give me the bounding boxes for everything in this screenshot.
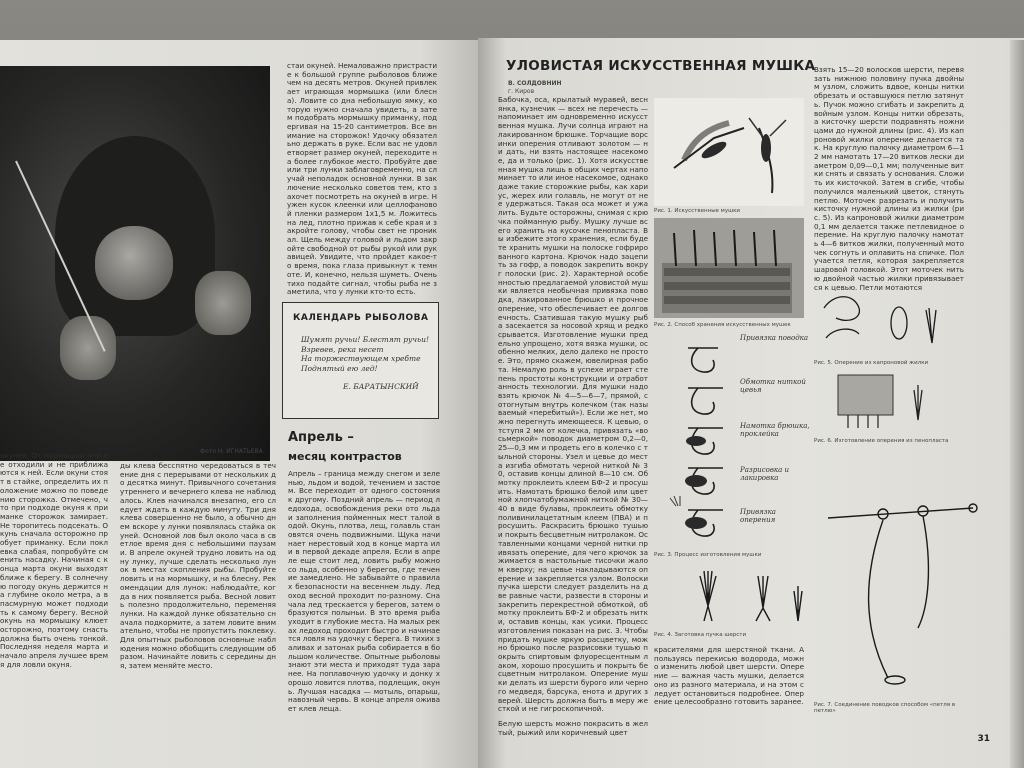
left-hand-shape	[60, 316, 116, 380]
fig3-caption: Рис. 3. Процесс изготовления мушки	[654, 552, 762, 558]
right-hand-shape	[195, 271, 251, 335]
fig1-caption: Рис. 1. Искусственные мушки	[654, 208, 740, 214]
fig3-step-5: Привязка оперения	[740, 508, 776, 524]
april-article-text: Апрель – граница между снегом и зеленью, льдом и водой, течением и застоем. Все переходит от одного состояния к другому. Поздний апрель — период ледохода, освобождения реки ото льда и заполнения пойменных мест талой водой. Окунь, плотва, лещ, голавль становятся очень подвижными. Щука начинает нерестовый ход в конце марта или в первой декаде апреля. Если в апреле еще стоит лед, ловить рыбу можно со льда, особенно у берегов, где течение замедлено. Не забывайте о правилах безопасности на весеннем льду. Ледоход весной проходит по-разному. Сначала лед трескается у берегов, затем образуются полыньи. В это время рыба уходит в глубокие места. На малых реках ледоход проходит быстро и начинается ловля на удочку с берега. В тихих заливах и затонах рыба собирается в большом количестве. Опытные рыболовы знают эти места и приходят туда заранее. На поплавочную удочку и донку хорошо ловится плотва, подлещик, окунь. Лучшая насадка — мотыль, опарыш, навозный червь. В конце апреля оживает клев леща.	[288, 469, 440, 713]
fig3-step-2: Обмотка ниткой цевья	[740, 378, 806, 394]
calendar-title: КАЛЕНДАРЬ РЫБОЛОВА	[293, 313, 429, 323]
fig4-caption: Рис. 4. Заготовка пучка шерсти	[654, 632, 747, 638]
nylon-loop-drawing	[814, 288, 964, 358]
fig5-drawing	[814, 288, 964, 358]
fig5-caption: Рис. 5. Оперение из капроновой жилки	[814, 360, 929, 366]
next-page-edge	[1010, 40, 1024, 768]
fisherman-photo	[0, 66, 270, 461]
leader-loop-drawing	[823, 448, 983, 698]
fig6-drawing	[828, 370, 948, 430]
face-shape	[95, 226, 173, 300]
poem-author: Е. БАРАТЫНСКИЙ	[343, 382, 419, 391]
angler-calendar-box	[282, 302, 439, 419]
article-author-city: г. Киров	[508, 88, 535, 95]
fig3-step-3: Намотка брюшка, проклейка	[740, 422, 810, 438]
article-column-3-bottom: красителями для шерстяной ткани. А пользуясь перекисью водорода, можно изменить любой цвет шерсти. Оперение — важная часть мушки, делается оно из разного материала, и на этом следует остановиться подробнее. Оперение целесообразно готовить заранее.	[654, 645, 804, 707]
fig4-drawing	[668, 566, 818, 626]
fig7-drawing	[823, 448, 983, 698]
fig2-caption: Рис. 2. Способ хранения искусственных мушек	[654, 322, 791, 328]
fig3-step-1: Привязка поводка	[740, 334, 809, 342]
april-heading-line2: месяц контрастов	[288, 450, 402, 463]
right-page	[478, 38, 1024, 768]
fig3-step-4: Разрисовка и лакировка	[740, 466, 789, 482]
article-column-1: Бабочка, оса, крылатый муравей, веснянка, кузнечик — всех не перечесть — напоминает им одновременно искусственная мушка. Лучи солнца играют на лакированном брюшке. Торчащие ворсинки оперения отливают золотом — ни дать, ни взять настоящее насекомое, да и только (рис. 1). Хотя искусственная мушка лишь в общих чертах напоминает то или иное насекомое, однако даже такие сторожкие рыбы, как хариус, жерех или голавль, не могут от нее удержаться. Такая оса может и ужалить. Будьте осторожны, снимая с крючка пойманную рыбу. Мушку лучше всего хранить на кусочке пенопласта. Вы избежите этого хранения, если будете хранить мушки на полоске гофрированного картона. Крючок надо зацепить за гофр, а поводок закрепить вокруг полоски (рис. 2). Характерной особенностью предлагаемой уловистой мушки является необычная привязка поводка, лакированное брюшко и прочное оперение, что обеспечивает ее долговечность. Сзатившая такую мушку рыба засекается за носовой хрящ и редко срывается. Изготовление мушки предельно упрощено, хотя вязка мушки, особенно мелких, дело далеко не простое. Это, прямо скажем, ювелирная работа. Немалую роль в успехе играет степень простоты конструкции и отработанность технологии. Для мушки надо взять крючок № 4—5—6—7, прямой, с отогнутым внутрь колечком (так называемый «перебитый»). Если же нет, можно перегнуть имеющееся. К цевью, отступя 2 мм от колечка, привязать «восьмеркой» поводок диаметром 0,2—0,25—0,3 мм и продеть его в колечко с тыльной стороны. Узел и цевье до места изгиба обмотать черной ниткой № 30, оставив концы длиной 8—10 см. Обмотку проклеить клеем БФ-2 и просушить. Намотать брюшко белой или цветной хлопчатобумажной ниткой № 30—40 в виде булавы, проклеить обмотку поливинилацетатным клеем (ПВА) и просушить. Раскрасить брюшко тушью и покрыть бесцветным нитролаком. Оставленными концами черной нитки привязать оперение, для чего крючок зажимается в настольные тисочки жалом кверху; на цевье накладываются оперение и закрепляется узлом. Волоски пучка шерсти следует разделить на две равные части, развести в стороны и закрепить перекрестной обмоткой, обмотку проклеить БФ-2 и обрезать нитки, оставив концы, как усики. Процесс изготовления показан на рис. 3. Чтобы придать мушке яркую расцветку, можно брюшко после разрисовки тушью покрыть спиртовым флуоресцентным лаком, хорошо просушить и покрыть бесцветным нитролаком. Оперение мушки делать из шерсти бурого или черного медведя, барсука, енота и других зверей. Шерсть должна быть в меру жесткой и не гигроскопичной.	[498, 95, 648, 714]
calendar-poem	[301, 335, 429, 373]
middle-column-text: ды клева бесспятно чередоваться в течение дня с перерывами от нескольких до десятка минут. Привычного сочетания утреннего и вечернего клева не наблюдалось. Клев начинался внезапно, его следует ждать в каждую минуту. Три дня клева совершенно не было, а обычно днем вскоре у лунки появлялась стайка окуней. Основной лов был около часа в светлое время дня с небольшими паузами. В апреле окуней трудно ловить на одну лунку, лучше сделать несколько лунок в местах скопления рыбы. Пробуйте ловить и на мормышку, и на блесну. Рекомендации для лунок: наблюдайте, когда в них появляется рыба. Весной ловить полезно продолжительно, переменяя лунки. На каждой лунке обязательно сначала подкормите, а затем ловите внимательно, чтобы не пропустить поклевку. Для опытных рыболовов основные наблюдения можно обобщить следующим образом. Начинайте ловить с середины дня, затем меняйте место.	[120, 461, 276, 671]
fig7-caption: Рис. 7. Соединение поводков способом «петля в петлю»	[814, 702, 956, 714]
fig6-caption: Рис. 6. Изготовление оперения из пенопласта	[814, 438, 949, 444]
article-headline: УЛОВИСТАЯ ИСКУССТВЕННАЯ МУШКА	[506, 58, 816, 74]
poem-line: Поднятый ею лед!	[301, 363, 378, 373]
poem-line: На торжествующем хребте	[301, 354, 421, 363]
poem-line: Шумят ручьи! Блестят ручьи!	[301, 335, 429, 344]
article-author: В. СОЛДОВНИН	[508, 80, 562, 87]
left-bottom-column-text: окуней. От мормышки они не отходили и не приближаются к ней. Если окуни стоят в стайке, определить их положение можно по поведению сторожка. Отмечено, что при подходе окуня к приманке сторожок замирает. Не торопитесь подсекать. Окунь сначала осторожно пробует приманку. Если поклевка слабая, попробуйте сменить насадку. Начиная с конца марта окуни выходят ближе к берегу. В солнечную погоду окунь держится на глубине около метра, а в пасмурную может подходить к самому берегу. Весной окунь на мормышку клюет осторожно, поэтому снасть должна быть очень тонкой. Последняя неделя марта и начало апреля лучшее время для ловли окуня.	[0, 451, 108, 669]
april-heading-line1: Апрель –	[288, 430, 354, 445]
foam-feather-drawing	[828, 370, 948, 430]
fig1-photo	[654, 98, 804, 206]
card-storage-illustration	[654, 218, 804, 318]
hair-bundle-drawing	[668, 566, 818, 626]
fig2-photo	[654, 218, 804, 318]
photo-caption: Фото Н. ИГНАТЬЕВА	[200, 448, 263, 455]
left-column-top-text: стаи окуней. Немаловажно пристрастие к большой группе рыболовов ближе чем на десять метров. Окуней привлекает играющая мормышка (или блесна). Ловите со дна небольшую ямку, которую нужно сначала увидеть, а затем подобрать мормышку приманку, подергивая на 15-20 сантиметров. Все внимание на сторожок! Удочку обязательно держать в руке. Если вас не удовлетворяет размер окуней, переходите на более глубокое место. Пробуйте две или три лунки заблаговременно, на случай неполадок основной лунки. В заключение несколько советов тем, кто захочет посмотреть на окуней в игре. Нужен кусок клеенки или целлофановой пленки размером 1х1,5 м. Ложитесь на лед, плотно прижав к себе края и закройте голову, чтобы свет не проникал. Щель между головой и льдом закройте свободной от рыбы рукой или рукавицей. Увидите, что пройдет какое-то время, пока глаза привыкнут к темноте. И, конечно, нельзя шуметь. Очень тихо подайте сигнал, чтобы рыба не заметила, что у лунки кто-то есть.	[287, 61, 437, 297]
article-column-3: Взять 15—20 волосков шерсти, перевязать нижнюю половину пучка двойным узлом, сложить вдвое, концы нитки обрезать и оставшуюся петлю затянуть. Пучок можно сгибать и закрепить двойным узлом. Концы нитки обрезать, а кисточку шерсти подравнять ножницами до нужной длины (рис. 4). Из капроновой жилки оперение делается так. На круглую палочку диаметром 6—12 мм намотать 17—20 витков лески диаметром 0,09—0,1 мм; полученные витки снять и связать у основания. Сложить их кисточкой. Затем в сгибе, чтобы получился маленький цветок, стянуть петлю. Моточек разрезать и получить кисточку нужной длины из жилки (рис. 5). Из капроновой жилки диаметром 0,1 мм делается также петлевидное оперение. На круглую палочку намотать 4—6 витков жилки, полученный моточек согнуть и оплавить на спичке. Получается петля, которая закрепляется шаровой головкой. Этот моточек нитью двойной частью жилки привязывается к цевью. Петли мотаются	[814, 65, 964, 292]
article-column-1-end: Белую шерсть можно покрасить в желтый, рыжий или коричневый цвет	[498, 719, 648, 737]
fly-illustration	[654, 98, 804, 206]
left-page	[0, 40, 478, 768]
page-number: 31	[977, 734, 990, 744]
poem-line: Взревев, река несет	[301, 344, 384, 354]
